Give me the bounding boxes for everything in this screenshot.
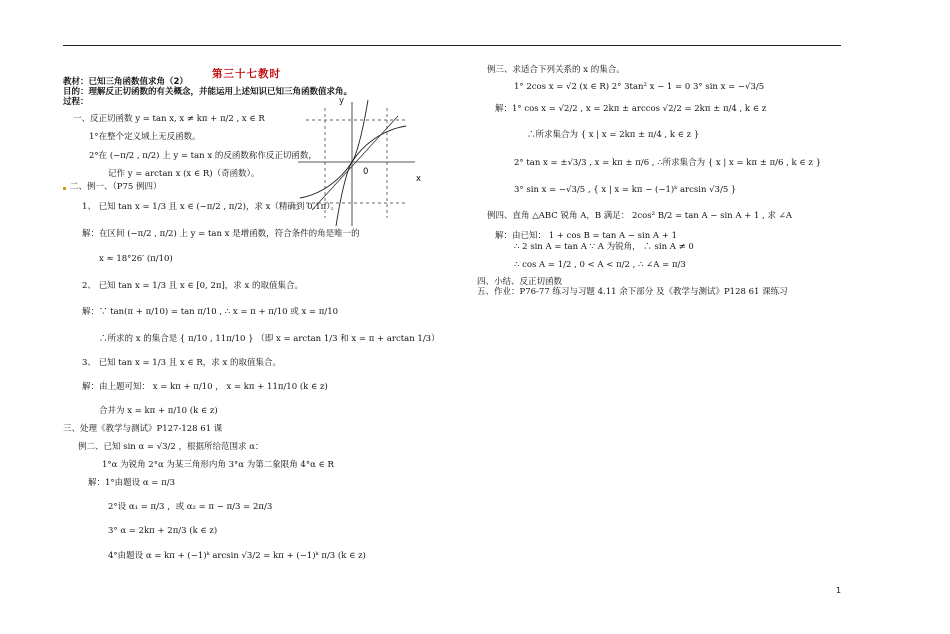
section-three: 三、处理《教学与测试》P127-128 61 课: [63, 424, 223, 434]
answer-1-2: ∴所求的 x 的集合是 { π/10 , 11π/10 } （即 x = arctan 1/3 和 x = π + arctan 1/3）: [99, 334, 440, 344]
answer-1-1: x ≈ 18°26′ (π/10): [99, 254, 173, 264]
solution-3-1: 解：1° cos x = √2/2 , x = 2kπ ± arccos √2/2 = 2kπ ± π/4 , k ∈ z: [495, 104, 767, 114]
solution-1-2: 解：∵ tan(π + π/10) = tan π/10 , ∴ x = π + π/10 或 x = π/10: [82, 307, 339, 317]
solution-2-3: 3° α = 2kπ + 2π/3 (k ∈ z): [108, 526, 218, 536]
solution-2-1: 解：1°由题设 α = π/3: [88, 478, 175, 488]
solution-1-3: 解：由上题可知： x = kπ + π/10 ， x = kπ + 11π/10 (k ∈ z): [82, 382, 328, 392]
page-number: 1: [836, 586, 842, 595]
solution-2-2: 2°设 α₁ = π/3 ，或 α₂ = π − π/3 = 2π/3: [108, 502, 273, 512]
solution-4-1: 解：由已知： 1 + cos B = tan A − sin A + 1: [495, 231, 678, 241]
x-axis-label: x: [416, 174, 422, 184]
y-axis-label: y: [339, 96, 345, 106]
bullet-marker: [63, 187, 66, 190]
section-homework: 五、作业：P76-77 练习与习题 4.11 余下部分 及《教学与测试》P128 61 课练习: [477, 287, 788, 297]
text-no-inverse: 1°在整个定义域上无反函数。: [89, 132, 201, 142]
example-1-2: 2、 已知 tan x = 1/3 且 x ∈ [0, 2π]，求 x 的取值集合。: [82, 281, 304, 291]
answer-3-1: ∴所求集合为 { x | x = 2kπ ± π/4 , k ∈ z }: [527, 130, 700, 140]
section-summary: 四、小结、反正切函数: [477, 277, 563, 287]
example-three: 例三、求适合下列关系的 x 的集合。: [487, 65, 625, 75]
example-two: 例二、已知 sin α = √3/2 ，根据所给范围求 α：: [78, 442, 264, 452]
example-four: 例四、直角 △ABC 锐角 A，B 满足： 2cos² B/2 = tan A − sin A + 1 , 求 ∠A: [487, 211, 793, 221]
solution-2-4: 4°由题设 α = kπ + (−1)ᵏ arcsin √3/2 = kπ + (−1)ᵏ π/3 (k ∈ z): [108, 551, 366, 561]
origin-label: 0: [363, 167, 369, 177]
example-two-cases: 1°α 为锐角 2°α 为某三角形内角 3°α 为第二象限角 4°α ∈ R: [102, 460, 334, 470]
example-1-3: 3、 已知 tan x = 1/3 且 x ∈ R，求 x 的取值集合。: [82, 358, 281, 368]
example-1-1: 1、 已知 tan x = 1/3 且 x ∈ (−π/2 , π/2)，求 x（精确到 0.1π）。: [82, 202, 339, 212]
text-objective: 目的：理解反正切函数的有关概念，并能运用上述知识已知三角函数值求角。: [63, 87, 353, 97]
solution-4-3: ∴ cos A = 1/2 , 0 < A < π/2 , ∴ ∠A = π/3: [514, 260, 686, 270]
text-materials: 教材：已知三角函数值求角（2）: [63, 77, 188, 87]
solution-3-2: 2° tan x = ±√3/3 , x = kπ ± π/6 , ∴所求集合为 { x | x = kπ ± π/6 , k ∈ z }: [514, 158, 821, 168]
text-inverse-interval: 2°在 (−π/2 , π/2) 上 y = tan x 的反函数称作反正切函数，: [89, 151, 317, 161]
section-example-one: 二、例一、（P75 例四）: [70, 182, 162, 192]
solution-3-3: 3° sin x = −√3/5 , { x | x = kπ − (−1)ᵏ arcsin √3/5 }: [514, 185, 737, 195]
text-notation: 记作 y = arctan x (x ∈ R)（奇函数）。: [108, 169, 260, 179]
arctan-graph: [298, 98, 418, 228]
solution-4-2: ∴ 2 sin A = tan A ∵ A 为锐角， ∴ sin A ≠ 0: [514, 242, 694, 252]
header-rule: [63, 45, 841, 46]
answer-1-3: 合并为 x = kπ + π/10 (k ∈ z): [99, 406, 218, 416]
section-arctan: 一、反正切函数 y = tan x, x ≠ kπ + π/2 , x ∈ R: [73, 114, 265, 124]
solution-1-1: 解：在区间 (−π/2 , π/2) 上 y = tan x 是增函数，符合条件的角是唯一的: [82, 229, 360, 239]
example-three-cases: 1° 2cos x = √2 (x ∈ R) 2° 3tan² x − 1 = 0 3° sin x = −√3/5: [514, 82, 765, 92]
text-process: 过程：: [63, 97, 89, 107]
page-title: 第三十七教时: [212, 68, 281, 80]
